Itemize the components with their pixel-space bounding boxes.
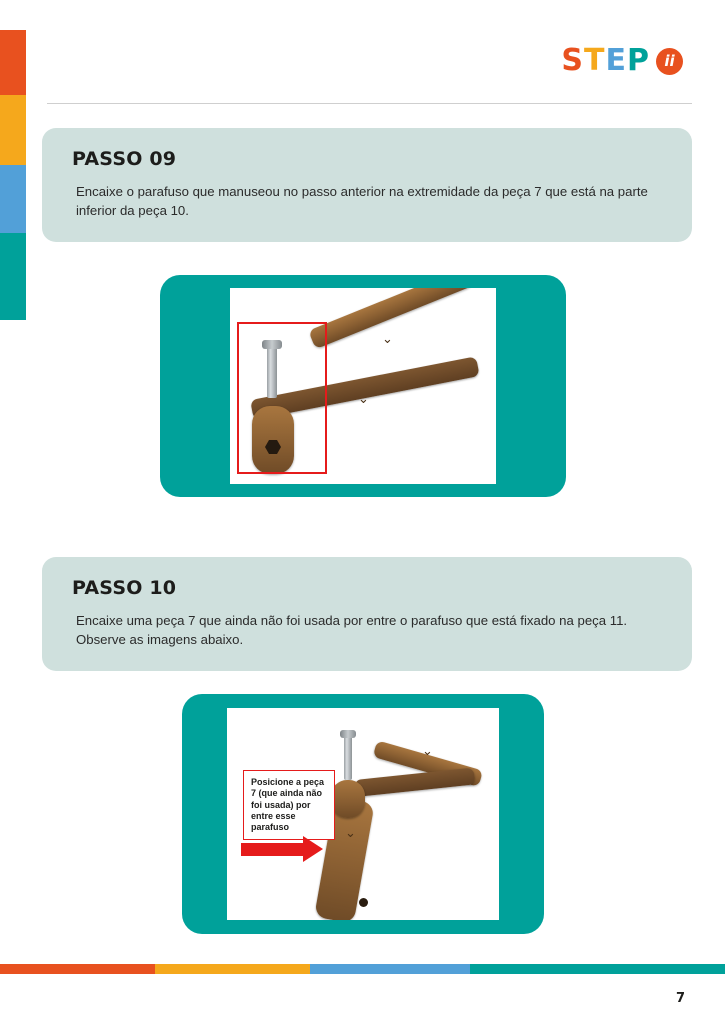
arrow-engraving-icon-3: ⌄ — [422, 744, 433, 759]
logo-letter-e: E — [605, 43, 627, 78]
step-card-09 — [42, 128, 692, 242]
step-10-title: PASSO 10 — [72, 577, 177, 599]
logo-badge-icon: ii — [656, 48, 683, 75]
step-09-photo — [230, 288, 496, 484]
bottom-segment-orange — [0, 964, 155, 974]
bottom-color-bar — [0, 964, 725, 974]
wood-arm-middle — [354, 768, 475, 797]
step-10-photo-frame — [182, 694, 544, 934]
step-card-10 — [42, 557, 692, 671]
bottom-segment-yellow — [155, 964, 310, 974]
rail-segment-blue — [0, 165, 26, 233]
red-arrow-shaft — [241, 843, 303, 856]
rail-segment-orange — [0, 30, 26, 95]
arrow-engraving-icon: ⌄ — [382, 332, 393, 347]
logo-letter-s: S — [561, 43, 585, 78]
step-logo — [561, 43, 683, 78]
bottom-segment-teal — [470, 964, 725, 974]
logo-wordmark — [561, 43, 650, 78]
logo-letter-p: P — [627, 43, 650, 78]
arrow-engraving-icon-2: ⌄ — [358, 392, 369, 407]
wood-pivot-round — [331, 780, 365, 818]
callout-text: Posicione a peça 7 (que ainda não foi usada) por entre esse parafuso — [243, 770, 335, 840]
step-09-title: PASSO 09 — [72, 148, 177, 170]
bolt-shaft-2 — [344, 736, 352, 780]
bottom-segment-blue — [310, 964, 470, 974]
header-divider — [47, 103, 692, 104]
logo-letter-t: T — [584, 43, 606, 78]
red-arrow-head — [303, 836, 323, 862]
left-color-rail — [0, 30, 26, 320]
step-10-text: Encaixe uma peça 7 que ainda não foi usada por entre o parafuso que está fixado na peça 11. Observe as imagens abaixo. — [76, 613, 628, 648]
arrow-engraving-icon-4: ⌄ — [345, 826, 356, 841]
page-number: 7 — [675, 991, 685, 1006]
rail-segment-yellow — [0, 95, 26, 165]
step-09-text: Encaixe o parafuso que manuseou no passo anterior na extremidade da peça 7 que está na parte inferior da peça 10. — [76, 184, 648, 219]
highlight-box — [237, 322, 327, 474]
step-09-photo-frame — [160, 275, 566, 497]
rail-segment-teal — [0, 233, 26, 320]
red-arrow-icon — [241, 836, 323, 862]
bolt-head-2 — [340, 730, 356, 738]
step-10-photo — [227, 708, 499, 920]
screw-hole — [359, 898, 368, 907]
